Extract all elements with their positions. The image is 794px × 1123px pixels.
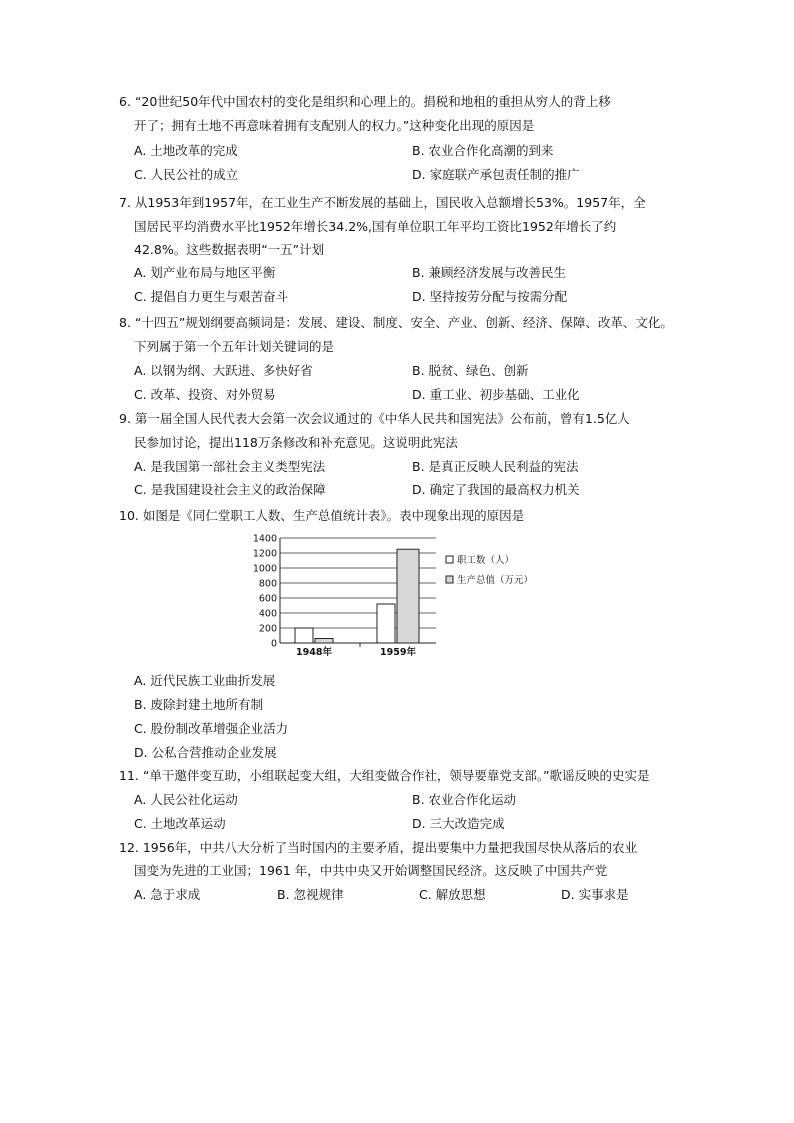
q11-option-a: A. 人民公社化运动 [134,792,238,807]
q11-stem: 11. “单干邀伴变互助，小组联起变大组，大组变做合作社，领导要靠党支部。”歌谣反映的史实是 [119,768,650,783]
q12-stem-line1: 12. 1956年，中共八大分析了当时国内的主要矛盾，提出要集中力量把我国尽快从落后的农业 [119,840,638,855]
q7-option-b: B. 兼顾经济发展与改善民生 [412,265,567,280]
q7-stem-line1: 7. 从1953年到1957年，在工业生产不断发展的基础上，国民收入总额增长53%。1957年，全 [119,195,646,210]
q8-option-c: C. 改革、投资、对外贸易 [134,387,276,402]
bar-workers-1 [377,604,395,643]
q7-option-c: C. 提倡自力更生与艰苦奋斗 [134,289,289,304]
legend-label: 职工数（人） [457,555,515,566]
q9-option-d: D. 确定了我国的最高权力机关 [412,482,580,497]
legend-swatch [446,576,453,583]
q9-option-b: B. 是真正反映人民利益的宪法 [412,459,579,474]
legend-swatch [446,556,453,563]
q6-option-c: C. 人民公社的成立 [134,167,239,182]
q6-stem-line2: 开了；拥有土地不再意味着拥有支配别人的权力。”这种变化出现的原因是 [134,118,535,133]
q6-stem-line1: 6. “20世纪50年代中国农村的变化是组织和心理上的。捐税和地租的重担从穷人的背上移 [119,94,611,109]
q11-option-d: D. 三大改造完成 [412,816,505,831]
q9-option-c: C. 是我国建设社会主义的政治保障 [134,482,326,497]
x-tick-label: 1948年 [296,647,332,658]
q7-option-a: A. 划产业布局与地区平衡 [134,265,276,280]
y-tick-label: 0 [270,638,277,650]
y-tick-label: 1000 [252,563,277,575]
y-tick-label: 800 [258,578,277,590]
legend-label: 生产总值（万元） [457,575,534,586]
y-tick-label: 600 [258,593,277,605]
q9-stem-line1: 9. 第一届全国人民代表大会第一次会议通过的《中华人民共和国宪法》公布前，曾有1.5亿人 [119,411,630,426]
q12-option-b: B. 忽视规律 [277,887,344,902]
bar-output-1 [397,549,419,643]
q9-option-a: A. 是我国第一部社会主义类型宪法 [134,459,326,474]
q8-stem-line2: 下列属于第一个五年计划关键词的是 [134,339,335,354]
q10-option-c: C. 股份制改革增强企业活力 [134,721,289,736]
bar-workers-0 [295,628,313,643]
q8-option-d: D. 重工业、初步基础、工业化 [412,387,580,402]
q12-option-c: C. 解放思想 [419,887,486,902]
q11-option-b: B. 农业合作化运动 [412,792,517,807]
y-tick-label: 1400 [252,533,277,545]
q12-option-a: A. 急于求成 [134,887,201,902]
q7-stem-line2: 国居民平均消费水平比1952年增长34.2%,国有单位职工年平均工资比1952年增长了约 [134,219,617,234]
q10-stem: 10. 如图是《同仁堂职工人数、生产总值统计表》。表中现象出现的原因是 [119,508,525,523]
workers-output-bar-chart [246,530,546,660]
q11-option-c: C. 土地改革运动 [134,816,226,831]
q12-stem-line2: 国变为先进的工业国；1961 年，中共中央又开始调整国民经济。这反映了中国共产党 [134,863,608,878]
x-tick-label: 1959年 [380,647,416,658]
y-tick-label: 400 [258,608,277,620]
q6-option-a: A. 土地改革的完成 [134,143,238,158]
y-tick-label: 1200 [252,548,277,560]
q8-option-b: B. 脱贫、绿色、创新 [412,363,529,378]
y-tick-label: 200 [258,623,277,635]
q10-option-b: B. 废除封建土地所有制 [134,697,264,712]
q9-stem-line2: 民参加讨论，提出118万条修改和补充意见。这说明此宪法 [134,435,458,450]
q10-option-d: D. 公私合营推动企业发展 [134,745,277,760]
q7-option-d: D. 坚持按劳分配与按需分配 [412,289,568,304]
q6-option-b: B. 农业合作化高潮的到来 [412,143,554,158]
q10-option-a: A. 近代民族工业曲折发展 [134,673,276,688]
q8-option-a: A. 以钢为纲、大跃进、多快好省 [134,363,313,378]
q8-stem-line1: 8. “十四五”规划纲要高频词是：发展、建设、制度、安全、产业、创新、经济、保障、改革、文化。 [119,315,673,330]
q7-stem-line3: 42.8%。这些数据表明“一五”计划 [134,242,325,257]
q6-option-d: D. 家庭联产承包责任制的推广 [412,167,580,182]
bar-output-0 [315,639,333,644]
q12-option-d: D. 实事求是 [561,887,629,902]
